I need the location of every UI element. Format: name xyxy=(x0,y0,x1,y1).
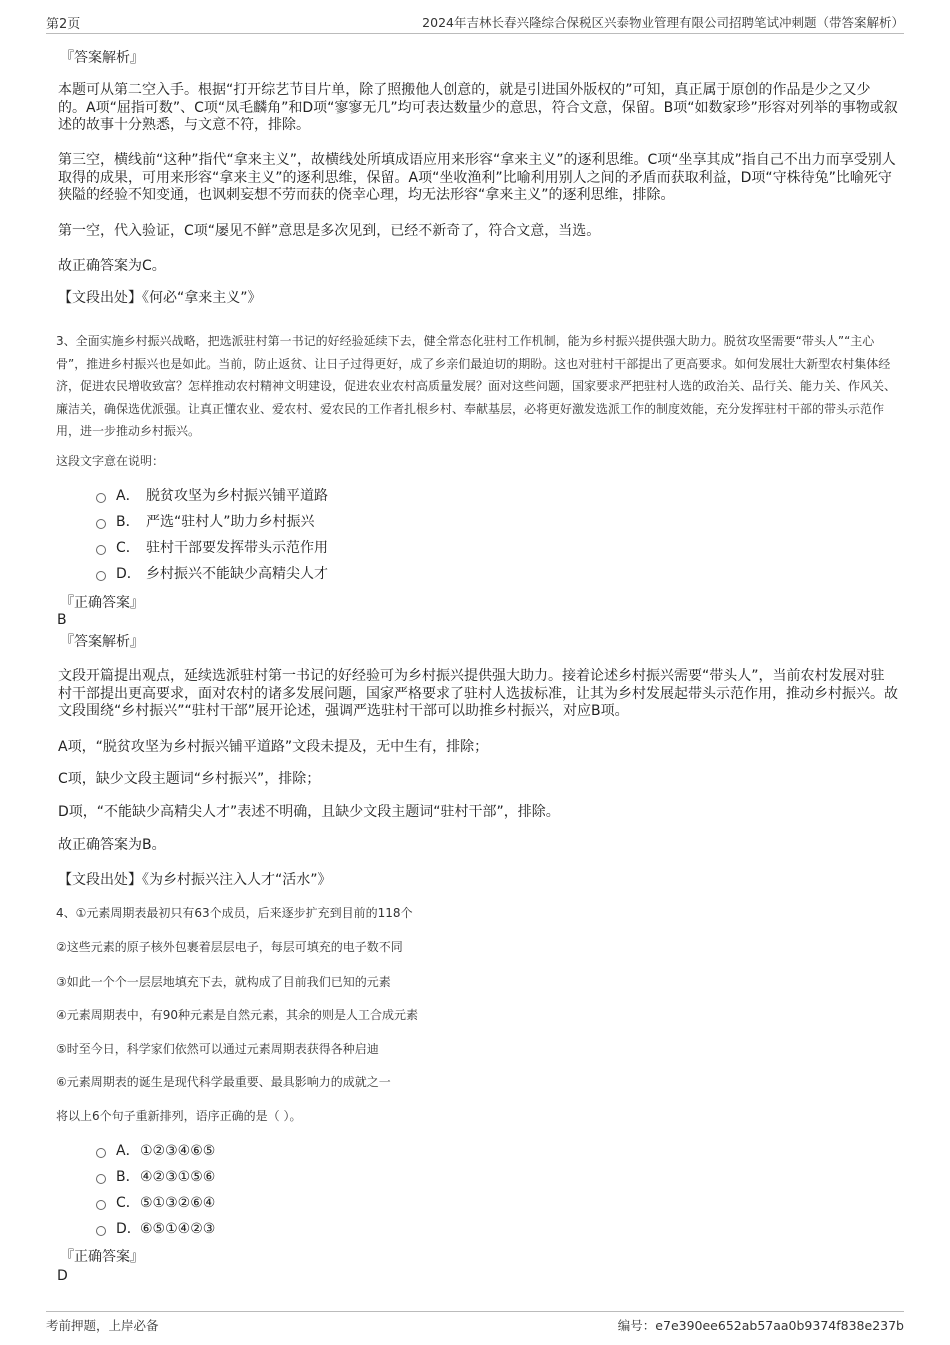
option-text: ①②③④⑥⑤ xyxy=(140,1143,216,1159)
q3-analysis-paragraph: A项，“脱贫攻坚为乡村振兴铺平道路”文段未提及，无中生有，排除； xyxy=(58,739,489,755)
radio-button-icon[interactable] xyxy=(96,1200,106,1210)
q4-sentence: ③如此一个个一层层地填充下去，就构成了目前我们已知的元素 xyxy=(56,975,391,989)
q3-option-b[interactable] xyxy=(96,514,315,531)
page-header xyxy=(46,13,904,34)
page-footer xyxy=(46,1311,904,1334)
option-letter: C． xyxy=(116,540,140,556)
radio-button-icon[interactable] xyxy=(96,1226,106,1236)
q3-correct-answer: B xyxy=(57,612,67,628)
q4-correct-label: 『正确答案』 xyxy=(60,1249,144,1265)
option-letter: D． xyxy=(116,1221,141,1237)
q4-sentence: ⑤时至今日，科学家们依然可以通过元素周期表获得各种启迪 xyxy=(56,1042,379,1056)
page-number: 第2页 xyxy=(46,17,81,32)
q4-option-b[interactable] xyxy=(96,1169,215,1186)
q3-analysis-paragraph: 文段开篇提出观点，延续选派驻村第一书记的好经验可为乡村振兴提供强大助力。接着论述乡村振兴需要“带头人”，当前农村发展对驻村干部提出更高要求，面对农村的诸多发展问题，国家严格要求了驻村人选拔标准，让其为乡村发展起带头示范作用，推动乡村振兴。故文段围绕“乡村振兴”“驻村干部”展开论述，强调严选驻村干部可以助推乡村振兴，对应B项。 xyxy=(58,668,898,719)
q4-option-a[interactable] xyxy=(96,1143,215,1160)
q2-analysis-label: 『答案解析』 xyxy=(60,50,144,66)
option-text: ⑤①③②⑥④ xyxy=(140,1195,216,1211)
q3-stem: 3、全面实施乡村振兴战略，把选派驻村第一书记的好经验延续下去，健全常态化驻村工作机制，能为乡村振兴提供强大助力。脱贫攻坚需要“带头人”“主心骨”，推进乡村振兴也是如此。当前，防止返贫、让日子过得更好，成了乡亲们最迫切的期盼。这也对驻村干部提出了更高要求。如何发展壮大新型农村集体经济，促进农民增收致富？怎样推动农村精神文明建设，促进农业农村高质量发展？面对这些问题，国家要求严把驻村人选的政治关、品行关、能力关、作风关、廉洁关，确保选优派强。让真正懂农业、爱农村、爱农民的工作者扎根乡村、奉献基层，必将更好激发选派工作的制度效能，充分发挥驻村干部的带头示范作用，进一步推动乡村振兴。 xyxy=(56,334,897,438)
q2-analysis-paragraph: 第一空，代入验证，C项“屡见不鲜”意思是多次见到，已经不新奇了，符合文意，当选。 xyxy=(58,223,601,239)
q3-analysis-paragraph: C项，缺少文段主题词“乡村振兴”，排除； xyxy=(58,771,321,787)
option-text: 脱贫攻坚为乡村振兴铺平道路 xyxy=(146,488,328,504)
q3-analysis-label: 『答案解析』 xyxy=(60,634,144,650)
radio-button-icon[interactable] xyxy=(96,1148,106,1158)
q3-question: 这段文字意在说明： xyxy=(56,454,165,468)
q3-option-a[interactable] xyxy=(96,488,328,505)
q4-question: 将以上6个句子重新排列，语序正确的是（ ）。 xyxy=(56,1109,302,1123)
radio-button-icon[interactable] xyxy=(96,571,106,581)
option-letter: D． xyxy=(116,566,141,582)
q4-sentence: 4、①元素周期表最初只有63个成员，后来逐步扩充到目前的118个 xyxy=(56,906,413,920)
option-letter: B． xyxy=(116,514,140,530)
radio-button-icon[interactable] xyxy=(96,493,106,503)
q3-correct-label: 『正确答案』 xyxy=(60,595,144,611)
option-text: 驻村干部要发挥带头示范作用 xyxy=(146,540,328,556)
q4-sentence: ④元素周期表中，有90种元素是自然元素，其余的则是人工合成元素 xyxy=(56,1008,419,1022)
q3-option-c[interactable] xyxy=(96,540,328,557)
option-text: 严选“驻村人”助力乡村振兴 xyxy=(146,514,315,530)
q3-conclusion: 故正确答案为B。 xyxy=(58,837,166,853)
option-text: ④②③①⑤⑥ xyxy=(140,1169,216,1185)
q4-option-d[interactable] xyxy=(96,1221,215,1238)
q4-sentence: ②这些元素的原子核外包裹着层层电子，每层可填充的电子数不同 xyxy=(56,940,403,954)
option-text: 乡村振兴不能缺少高精尖人才 xyxy=(146,566,328,582)
q2-analysis-paragraph: 第三空，横线前“这种”指代“拿来主义”，故横线处所填成语应用来形容“拿来主义”的逐利思维。C项“坐享其成”指自己不出力而享受别人取得的成果，可用来形容“拿来主义”的逐利思维，保留。A项“坐收渔利”比喻利用别人之间的矛盾而获取利益，D项“守株待兔”比喻死守狭隘的经验不知变通，也讽刺妄想不劳而获的侥幸心理，均无法形容“拿来主义”的逐利思维，排除。 xyxy=(58,152,896,203)
q4-sentence: ⑥元素周期表的诞生是现代科学最重要、最具影响力的成就之一 xyxy=(56,1075,391,1089)
q3-analysis-paragraph: D项，“不能缺少高精尖人才”表述不明确，且缺少文段主题词“驻村干部”，排除。 xyxy=(58,804,560,820)
q2-source: 【文段出处】《何必“拿来主义”》 xyxy=(58,290,262,306)
option-letter: A． xyxy=(116,1143,140,1159)
radio-button-icon[interactable] xyxy=(96,519,106,529)
q2-conclusion: 故正确答案为C。 xyxy=(58,258,166,274)
option-letter: A． xyxy=(116,488,140,504)
document-title: 2024年吉林长春兴隆综合保税区兴泰物业管理有限公司招聘笔试冲刺题（带答案解析） xyxy=(422,15,904,30)
option-text: ⑥⑤①④②③ xyxy=(140,1221,216,1237)
radio-button-icon[interactable] xyxy=(96,1174,106,1184)
option-letter: B． xyxy=(116,1169,140,1185)
footer-slogan: 考前押题，上岸必备 xyxy=(46,1318,159,1333)
q4-option-c[interactable] xyxy=(96,1195,215,1212)
q3-source: 【文段出处】《为乡村振兴注入人才“活水”》 xyxy=(58,872,332,888)
radio-button-icon[interactable] xyxy=(96,545,106,555)
q2-analysis-paragraph: 本题可从第二空入手。根据“打开综艺节目片单，除了照搬他人创意的，就是引进国外版权的”可知，真正属于原创的作品是少之又少的。A项“屈指可数”、C项“凤毛麟角”和D项“寥寥无几”均可表达数量少的意思，符合文意，保留。B项“如数家珍”形容对列举的事物或叙述的故事十分熟悉，与文意不符，排除。 xyxy=(58,82,898,133)
q3-option-d[interactable] xyxy=(96,566,328,583)
option-letter: C． xyxy=(116,1195,140,1211)
document-serial: 编号：e7e390ee652ab57aa0b9374f838e237b xyxy=(617,1318,904,1333)
q4-correct-answer: D xyxy=(57,1268,68,1284)
